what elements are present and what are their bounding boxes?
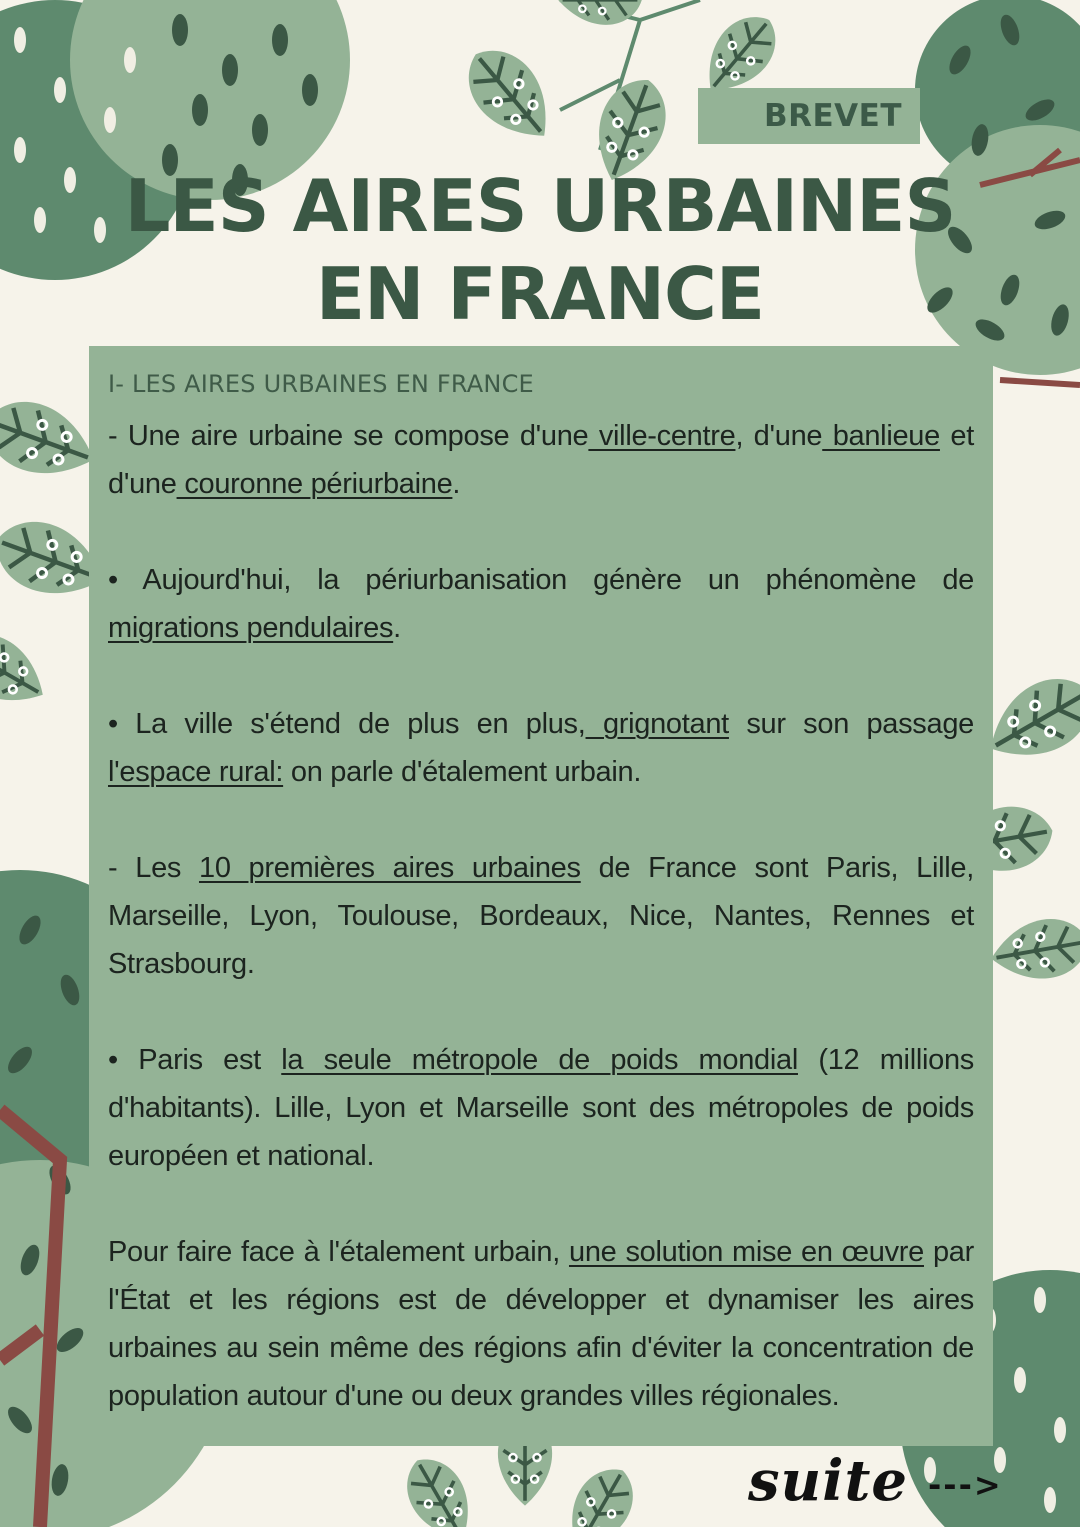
paragraph-etalement xyxy=(108,700,974,796)
page-title xyxy=(0,162,1080,338)
underlined-term: l'espace rural: xyxy=(108,756,284,788)
text: on parle d'étalement urbain. xyxy=(283,756,642,788)
content-panel xyxy=(89,346,993,1446)
text: - Une aire urbaine se compose d'une xyxy=(108,420,589,452)
brevet-badge xyxy=(698,88,920,144)
title-line-2: EN FRANCE xyxy=(315,252,765,336)
text: et d'une xyxy=(108,420,974,500)
underlined-term: couronne périurbaine xyxy=(176,468,453,500)
badge-label: BREVET xyxy=(764,98,902,134)
paragraph-solution xyxy=(108,1228,974,1420)
text: • La ville s'étend de plus en plus, xyxy=(108,708,586,740)
text: - Les xyxy=(108,852,199,884)
text: par l'État et les régions est de développer et dynamiser les aires urbaines au sein même des régions afin d'éviter la concentration de population autour d'une ou deux grandes villes régionales. xyxy=(108,1236,974,1412)
text: Pour faire face à l'étalement urbain, xyxy=(108,1236,569,1268)
underlined-term: ville-centre xyxy=(588,420,736,452)
underlined-term: banlieue xyxy=(822,420,940,452)
underlined-term: grignotant xyxy=(585,708,729,740)
paragraph-premieres-aires xyxy=(108,844,974,988)
underlined-term: 10 premières aires urbaines xyxy=(198,852,581,884)
paragraph-aire-urbaine xyxy=(108,412,974,508)
underlined-term: la seule métropole de poids mondial xyxy=(281,1044,798,1076)
text: • Paris est xyxy=(108,1044,282,1076)
text: (12 millions d'habitants). Lille, Lyon et Marseille sont des métropoles de poids européen et national. xyxy=(108,1044,974,1172)
underlined-term: migrations pendulaires xyxy=(108,612,394,644)
suite-label: suite xyxy=(748,1448,909,1514)
title-line-1: LES AIRES URBAINES xyxy=(124,164,956,248)
text: de France sont Paris, Lille, Marseille, Lyon, Toulouse, Bordeaux, Nice, Nantes, Rennes et Strasbourg. xyxy=(108,852,975,980)
section-heading: I- LES AIRES URBAINES EN FRANCE xyxy=(108,370,534,398)
text: • Aujourd'hui, la périurbanisation génère un phénomène de xyxy=(108,564,974,596)
next-arrow-icon: ---> xyxy=(928,1466,1003,1504)
paragraph-metropoles xyxy=(108,1036,974,1180)
text: sur son passage xyxy=(728,708,974,740)
text: . xyxy=(452,468,461,500)
underlined-term: une solution mise en œuvre xyxy=(568,1236,924,1268)
text: . xyxy=(393,612,401,644)
paragraph-periurbanisation xyxy=(108,556,974,652)
text: , d'une xyxy=(735,420,823,452)
